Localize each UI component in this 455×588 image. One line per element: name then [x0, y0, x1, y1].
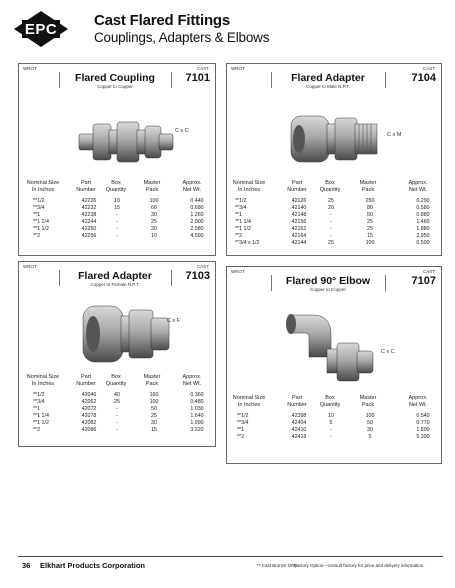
- elbow-fitting-image: [283, 305, 379, 385]
- table-row: [19, 427, 215, 434]
- connection-type: C x C: [381, 349, 395, 355]
- cell-net-weight: 1.990: [190, 420, 204, 426]
- table-row: [227, 198, 441, 205]
- cell-part-number: 42404: [291, 420, 307, 426]
- cell-size: **2: [33, 233, 41, 239]
- cell-net-weight: 2.980: [190, 226, 204, 232]
- cell-size: **3/4: [33, 399, 45, 405]
- cell-master-pack: 5: [368, 434, 372, 440]
- cell-part-number: 42250: [81, 226, 97, 232]
- cell-net-weight: 3.220: [190, 427, 204, 433]
- table-row: [227, 413, 441, 420]
- product-description: Copper to Copper: [310, 287, 346, 292]
- product-description: Copper to Male N.P.T.: [306, 84, 350, 89]
- cell-net-weight: 0.540: [416, 413, 430, 419]
- product-name: Flared 90° Elbow: [285, 275, 371, 287]
- cell-box-quantity: 40: [114, 392, 120, 398]
- product-name: Flared Coupling: [75, 72, 155, 84]
- table-row: [227, 226, 441, 233]
- cell-master-pack: 100: [149, 399, 159, 405]
- wrot-label: WROT: [231, 269, 245, 274]
- cell-net-weight: 2.000: [190, 219, 204, 225]
- footer-divider: [18, 556, 443, 557]
- table-row: [19, 233, 215, 240]
- cell-size: **1/2: [237, 413, 249, 419]
- cell-part-number: 42126: [291, 198, 307, 204]
- cell-master-pack: 25: [151, 413, 157, 419]
- cell-part-number: 42410: [291, 427, 307, 433]
- cell-box-quantity: 25: [328, 198, 334, 204]
- cell-master-pack: 20: [151, 226, 157, 232]
- cell-net-weight: 0.360: [190, 392, 204, 398]
- cell-box-quantity: 10: [114, 198, 120, 204]
- col-box: Box: [111, 180, 121, 186]
- cell-net-weight: 0.440: [190, 198, 204, 204]
- cell-master-pack: 50: [151, 406, 157, 412]
- cell-size: **3/4: [235, 205, 247, 211]
- product-description: Copper to Copper: [97, 84, 133, 89]
- cell-master-pack: 25: [367, 226, 373, 232]
- col-weight: Approx.: [182, 180, 202, 186]
- cell-master-pack: 100: [149, 198, 159, 204]
- cell-box-quantity: -: [330, 434, 332, 440]
- cell-size: **3/4: [237, 420, 249, 426]
- cell-net-weight: 0.880: [416, 212, 430, 218]
- table-row: [19, 205, 215, 212]
- title-divider: [385, 275, 386, 291]
- cell-master-pack: 30: [151, 420, 157, 426]
- cell-part-number: 42244: [81, 219, 97, 225]
- cell-size: **1/2: [235, 198, 247, 204]
- table-row: [227, 205, 441, 212]
- cell-size: **2: [237, 434, 245, 440]
- catalog-number: 7104: [411, 72, 436, 84]
- cell-net-weight: 5.390: [416, 434, 430, 440]
- cell-box-quantity: 25: [328, 240, 334, 246]
- catalog-number: 7107: [411, 275, 436, 287]
- cell-box-quantity: 15: [114, 205, 120, 211]
- cell-box-quantity: -: [116, 427, 118, 433]
- cell-part-number: 42072: [81, 406, 97, 412]
- cell-part-number: 42046: [81, 392, 97, 398]
- product-panel-flared-coupling: WROT CAST Flared Coupling Copper to Copper 7101 C x C Nominal Size Part Box Master Approx. In Inches Number Quantity Pack Net Wt. **1/2 42226 10 100 0.440 **3/4 42232 15 60 0.680 **1 42238 - 30 1.260 **1 1/4 42244 - 25 2.000 **1 1/2 42250 - 20 2.980 **2 42256 - 10 4.590: [18, 63, 216, 256]
- cell-box-quantity: -: [116, 226, 118, 232]
- cell-master-pack: 60: [151, 205, 157, 211]
- cell-size: **2: [33, 427, 41, 433]
- table-row: [19, 413, 215, 420]
- cell-part-number: 42256: [81, 233, 97, 239]
- cell-size: **1 1/2: [33, 226, 49, 232]
- product-panel-flared-adapter-female: WROT CAST Flared Adapter Copper to Female N.P.T. 7103 C x F Nominal Size Part Box Master Approx. In Inches Number Quantity Pack Net Wt. **1/2 42046 40 160 0.360 **3/4 42062 25 100 0.480 **1 42072 - 50 1.030 **1 1/4 42078 - 25 1.640 **1 1/2 42082 - 30 1.990 **2 42086 - 15 3.220: [18, 261, 216, 447]
- cell-box-quantity: -: [116, 406, 118, 412]
- cell-box-quantity: -: [330, 427, 332, 433]
- title-divider: [171, 72, 172, 88]
- cell-box-quantity: -: [116, 420, 118, 426]
- cast-label: CAST: [196, 66, 209, 71]
- cell-net-weight: 0.680: [190, 205, 204, 211]
- cell-part-number: 42232: [81, 205, 97, 211]
- cell-box-quantity: -: [330, 212, 332, 218]
- cell-part-number: 42238: [81, 212, 97, 218]
- cell-part-number: 42156: [291, 219, 307, 225]
- cell-part-number: 42162: [291, 226, 307, 232]
- cell-size: **1: [33, 406, 41, 412]
- cell-size: **1: [235, 212, 243, 218]
- cell-master-pack: 10: [151, 233, 157, 239]
- cell-part-number: 42418: [291, 434, 307, 440]
- cell-net-weight: 1.640: [190, 413, 204, 419]
- cell-net-weight: 0.580: [416, 205, 430, 211]
- connection-type: C x M: [387, 132, 402, 138]
- cell-size: **1 1/4: [33, 413, 49, 419]
- cell-size: **1 1/2: [235, 226, 251, 232]
- table-row: [19, 226, 215, 233]
- cast-label: CAST: [196, 264, 209, 269]
- cell-part-number: 42078: [81, 413, 97, 419]
- page-subtitle: Couplings, Adapters & Elbows: [94, 30, 270, 45]
- cell-master-pack: 15: [151, 427, 157, 433]
- title-divider: [385, 72, 386, 88]
- cell-box-quantity: -: [330, 219, 332, 225]
- cell-master-pack: 30: [367, 427, 373, 433]
- cell-size: **1: [237, 427, 245, 433]
- cell-box-quantity: -: [116, 233, 118, 239]
- cell-master-pack: 250: [365, 198, 375, 204]
- wrot-label: WROT: [231, 66, 245, 71]
- cell-part-number: 42062: [81, 399, 97, 405]
- connection-type: C x C: [175, 128, 189, 134]
- table-row: [227, 427, 441, 434]
- footer-note-cast-bronze: ** Cast Bronze Only: [257, 563, 298, 568]
- cell-size: **1 1/4: [235, 219, 251, 225]
- product-name: Flared Adapter: [291, 72, 365, 84]
- col-size: Nominal Size: [26, 180, 60, 186]
- cell-net-weight: 0.770: [416, 420, 430, 426]
- cell-master-pack: 15: [367, 233, 373, 239]
- catalog-number: 7101: [185, 72, 210, 84]
- table-row: [19, 198, 215, 205]
- cell-part-number: 42082: [81, 420, 97, 426]
- product-name: Flared Adapter: [78, 270, 152, 282]
- cell-net-weight: 1.030: [190, 406, 204, 412]
- cell-size: **1/2: [33, 392, 45, 398]
- table-row: [227, 434, 441, 441]
- table-row: [19, 219, 215, 226]
- cell-part-number: 42148: [291, 212, 307, 218]
- table-row: [227, 219, 441, 226]
- page-number: 36: [22, 561, 31, 570]
- cell-box-quantity: -: [116, 413, 118, 419]
- cell-size: **1 1/2: [33, 420, 49, 426]
- cell-box-quantity: 5: [329, 420, 333, 426]
- female-adapter-fitting-image: [79, 302, 175, 368]
- cell-master-pack: 25: [367, 219, 373, 225]
- cell-net-weight: 1.600: [416, 427, 430, 433]
- footer-note-factory-option: *Factory Option—consult factory for price and delivery information.: [292, 563, 425, 568]
- logo-text: EPC: [24, 20, 58, 38]
- cell-size: **1/2: [33, 198, 45, 204]
- catalog-number: 7103: [185, 270, 210, 282]
- table-row: [19, 420, 215, 427]
- cell-box-quantity: -: [330, 233, 332, 239]
- cell-size: **3/4 x 1/2: [235, 240, 260, 246]
- cell-part-number: 42164: [291, 233, 307, 239]
- table-row: [19, 406, 215, 413]
- table-row: [227, 212, 441, 219]
- table-row: [19, 212, 215, 219]
- cell-master-pack: 80: [367, 205, 373, 211]
- cell-master-pack: 160: [149, 392, 159, 398]
- table-row: [227, 233, 441, 240]
- title-divider: [171, 270, 172, 286]
- cell-master-pack: 50: [367, 420, 373, 426]
- wrot-label: WROT: [23, 66, 37, 71]
- cell-net-weight: 1.880: [416, 226, 430, 232]
- product-description: Copper to Female N.P.T.: [90, 282, 140, 287]
- cell-box-quantity: 25: [114, 399, 120, 405]
- coupling-fitting-image: [77, 116, 177, 168]
- cell-box-quantity: 10: [328, 413, 334, 419]
- cell-net-weight: 0.500: [416, 240, 430, 246]
- product-panel-flared-adapter-male: WROT CAST Flared Adapter Copper to Male N.P.T. 7104 C x M Nominal Size Part Box Master Approx. In Inches Number Quantity Pack Net Wt. **1/2 42126 25 250 0.290 **3/4 42140 20 80 0.580 **1 42148 - 50 0.880 **1 1/4 42156 - 25 1.460 **1 1/2 42162 - 25 1.880 **2 42164 - 15 2.950 **3/4 x 1/2 42144 25 100 0.500: [226, 63, 442, 256]
- cell-box-quantity: -: [116, 219, 118, 225]
- cell-box-quantity: 20: [328, 205, 334, 211]
- cell-net-weight: 0.480: [190, 399, 204, 405]
- page-title: Cast Flared Fittings: [94, 12, 231, 29]
- wrot-label: WROT: [23, 264, 37, 269]
- table-row: [227, 420, 441, 427]
- cell-master-pack: 50: [367, 212, 373, 218]
- col-part: Part: [80, 180, 92, 186]
- cell-part-number: 42140: [291, 205, 307, 211]
- product-panel-flared-elbow: WROT CAST Flared 90° Elbow Copper to Copper 7107 C x C Nominal Size Part Box Master Approx. In Inches Number Quantity Pack Net Wt. **1/2 42398 10 100 0.540 **3/4 42404 5 50 0.770 **1 42410 - 30 1.600 **2 42418 - 5 5.390: [226, 266, 442, 464]
- cell-box-quantity: -: [116, 212, 118, 218]
- table-row: [19, 399, 215, 406]
- cell-net-weight: 2.950: [416, 233, 430, 239]
- table-row: [227, 240, 441, 247]
- cell-master-pack: 100: [365, 413, 375, 419]
- cell-part-number: 42226: [81, 198, 97, 204]
- cell-size: **1 1/4: [33, 219, 49, 225]
- cell-size: **3/4: [33, 205, 45, 211]
- cell-net-weight: 4.590: [190, 233, 204, 239]
- cell-master-pack: 100: [365, 240, 375, 246]
- cell-net-weight: 0.290: [416, 198, 430, 204]
- cell-net-weight: 1.260: [190, 212, 204, 218]
- male-adapter-fitting-image: [287, 110, 383, 168]
- cell-part-number: 42086: [81, 427, 97, 433]
- cast-label: CAST: [422, 66, 435, 71]
- cell-size: **2: [235, 233, 243, 239]
- cell-box-quantity: -: [330, 226, 332, 232]
- cast-label: CAST: [422, 269, 435, 274]
- col-master: Master: [143, 180, 161, 186]
- cell-part-number: 42144: [291, 240, 307, 246]
- cell-master-pack: 30: [151, 212, 157, 218]
- connection-type: C x F: [167, 318, 181, 324]
- cell-master-pack: 25: [151, 219, 157, 225]
- table-row: [19, 392, 215, 399]
- company-name: Elkhart Products Corporation: [40, 561, 146, 570]
- cell-size: **1: [33, 212, 41, 218]
- cell-net-weight: 1.460: [416, 219, 430, 225]
- cell-part-number: 42398: [291, 413, 307, 419]
